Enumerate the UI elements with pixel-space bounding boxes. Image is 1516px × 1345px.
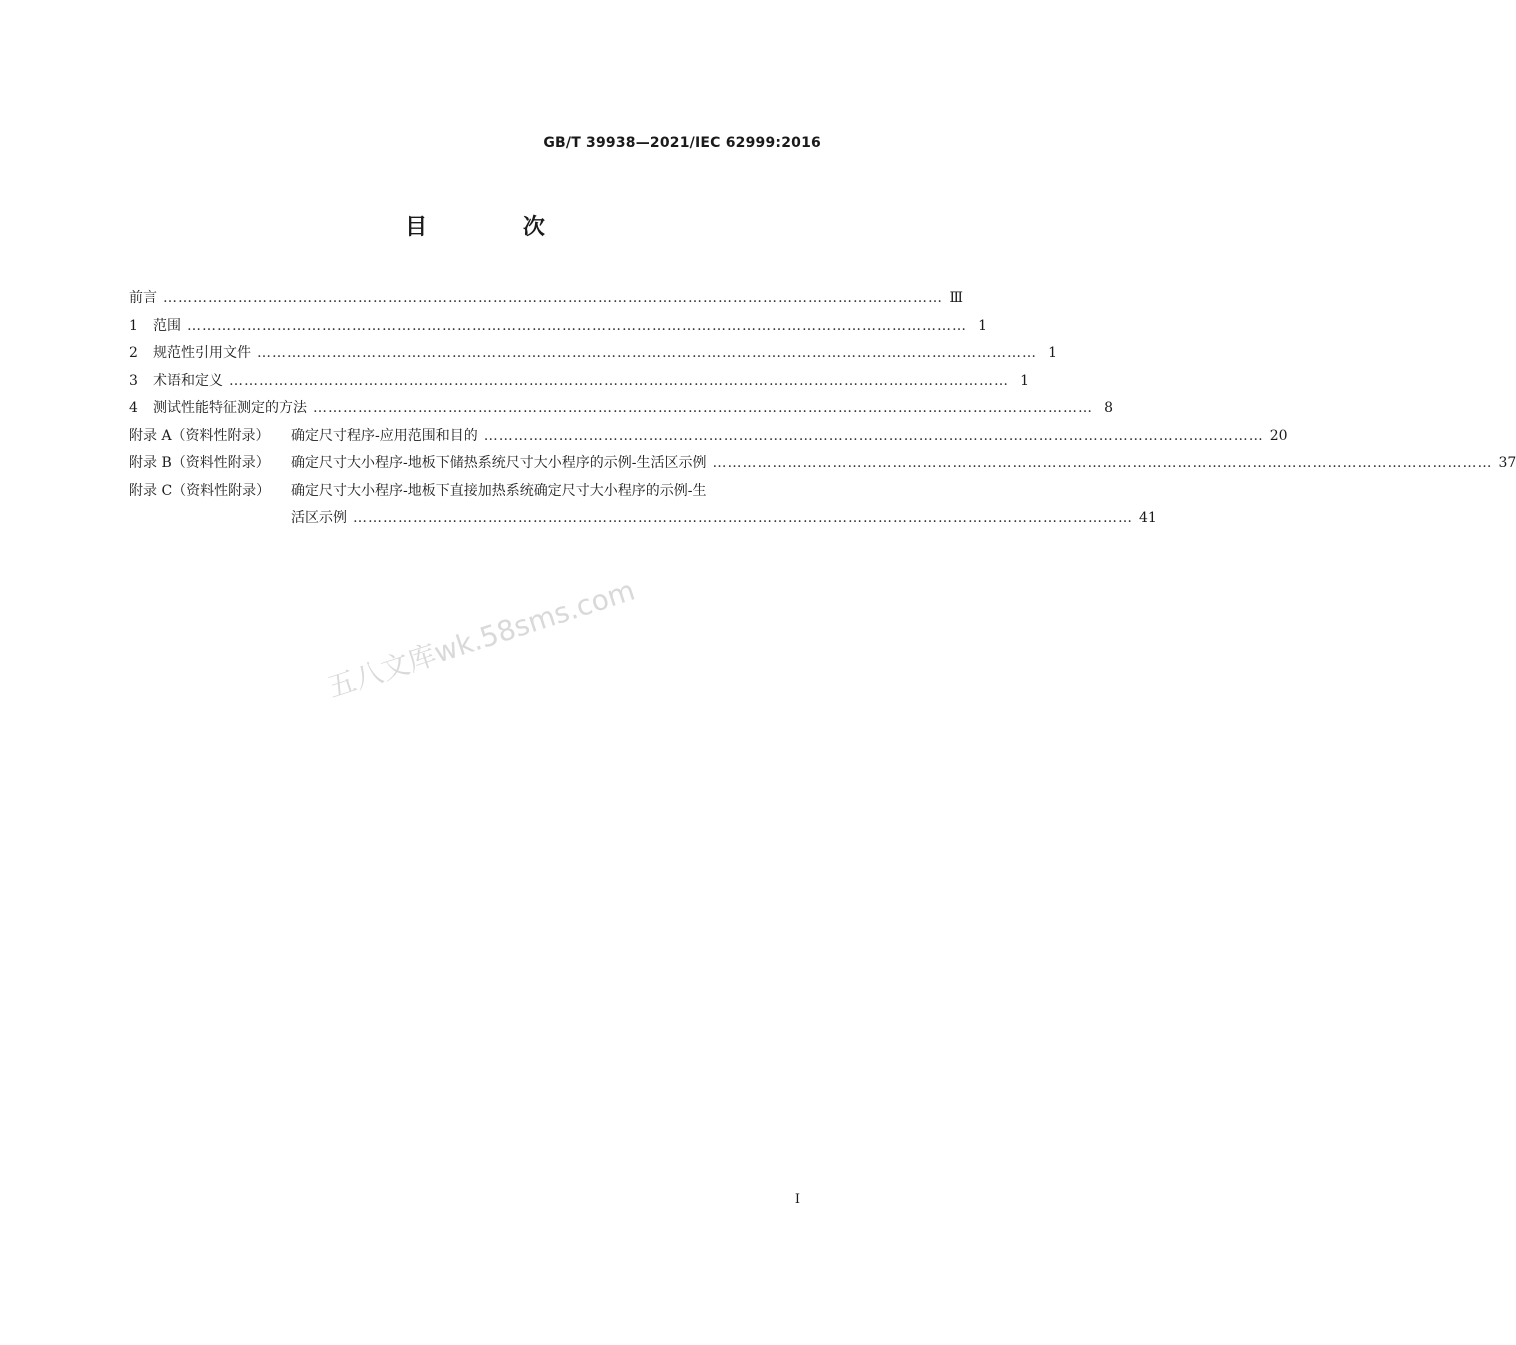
dot-leader: ………………………………………………………………………………………………………………………………………… — [257, 345, 1037, 361]
dot-leader: ………………………………………………………………………………………………………………………………………… — [712, 455, 1493, 471]
dot-leader: ………………………………………………………………………………………………………………………………………… — [313, 400, 1093, 416]
standard-number: GB/T 39938—2021/IEC 62999:2016 — [543, 135, 821, 151]
toc-entry-page: 20 — [1269, 427, 1288, 444]
toc-entry-page: 1 — [1048, 345, 1057, 361]
toc-entry-page: 41 — [1139, 510, 1157, 526]
toc-entry-number: 1 — [129, 317, 138, 334]
toc-entry-label: 确定尺寸程序-应用范围和目的 — [291, 427, 478, 444]
page-number: I — [794, 1192, 800, 1207]
toc-entry-label: 术语和定义 — [153, 372, 223, 389]
toc-entry-label: 前言 — [129, 290, 157, 306]
toc-entry-annex-c[interactable] — [129, 478, 822, 506]
toc-entry-label: 测试性能特征测定的方法 — [153, 400, 307, 416]
toc-entry-page: 37 — [1498, 455, 1516, 471]
dot-leader: ………………………………………………………………………………………………………………………………………… — [353, 510, 1133, 526]
watermark: 五八文库wk.58sms.com — [323, 573, 639, 705]
toc-entry-page: 1 — [1020, 372, 1029, 389]
toc-entry-number: 3 — [129, 372, 138, 389]
dot-leader: ………………………………………………………………………………………………………………………………………… — [163, 290, 943, 306]
toc-entry-normative-references[interactable] — [129, 340, 1057, 368]
toc-entry-number: 4 — [129, 400, 138, 416]
toc-entry-label: 活区示例 — [291, 510, 347, 526]
annex-prefix: 附录 A（资料性附录） — [129, 427, 270, 444]
toc-entry-page: Ⅲ — [949, 290, 963, 306]
toc-entry-annex-c-continued[interactable] — [129, 505, 1157, 533]
toc-entry-page: 8 — [1104, 400, 1113, 416]
table-of-contents — [129, 285, 1516, 533]
page-title: 目 次 — [405, 215, 589, 240]
toc-entry-label: 规范性引用文件 — [153, 345, 251, 361]
toc-entry-scope[interactable] — [129, 313, 987, 341]
annex-prefix: 附录 B（资料性附录） — [129, 455, 270, 471]
toc-entry-label: 确定尺寸大小程序-地板下储热系统尺寸大小程序的示例-生活区示例 — [291, 455, 707, 471]
toc-entry-foreword[interactable] — [129, 285, 963, 313]
toc-entry-label: 确定尺寸大小程序-地板下直接加热系统确定尺寸大小程序的示例-生 — [291, 482, 707, 499]
toc-entry-terms-definitions[interactable] — [129, 368, 1029, 396]
toc-entry-number: 2 — [129, 345, 138, 361]
toc-entry-test-methods[interactable] — [129, 395, 1113, 423]
toc-entry-page: 1 — [978, 317, 987, 334]
dot-leader: ………………………………………………………………………………………………………………………………………… — [187, 317, 967, 334]
dot-leader: ………………………………………………………………………………………………………………………………………… — [483, 427, 1264, 444]
annex-prefix: 附录 C（资料性附录） — [129, 482, 271, 499]
dot-leader: ………………………………………………………………………………………………………………………………………… — [229, 372, 1009, 389]
toc-entry-annex-a[interactable] — [129, 423, 1288, 451]
toc-entry-annex-b[interactable] — [129, 450, 1516, 478]
toc-entry-label: 范围 — [153, 317, 181, 334]
